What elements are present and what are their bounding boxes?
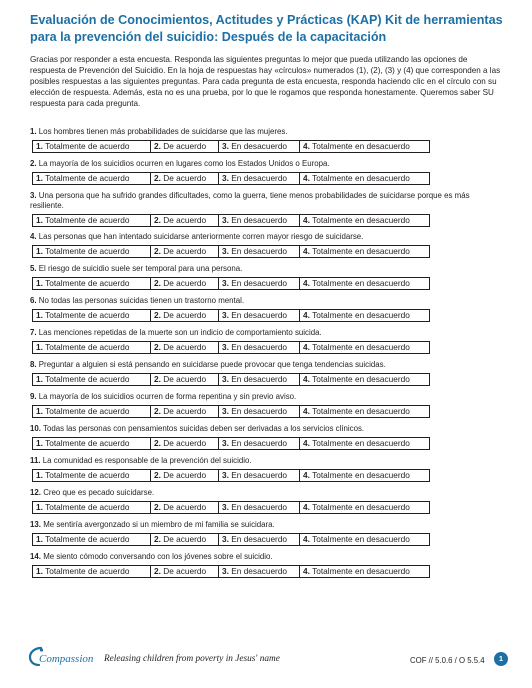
answer-options [32, 214, 504, 227]
question-number: 11. [30, 456, 41, 465]
question-statement: Los hombres tienen más probabilidades de suicidarse que las mujeres. [38, 127, 288, 136]
option-number: 4. [303, 502, 310, 512]
option-number: 3. [222, 246, 229, 256]
footer-tagline: Releasing children from poverty in Jesus' name [104, 654, 280, 664]
answer-options [32, 172, 504, 185]
question-statement: Me siento cómodo conversando con los jóvenes sobre el suicidio. [43, 552, 273, 561]
answer-option-2[interactable] [150, 277, 219, 290]
option-number: 4. [303, 215, 310, 225]
option-label: Totalmente en desacuerdo [312, 566, 410, 576]
question-item [30, 328, 504, 354]
option-label: Totalmente de acuerdo [45, 502, 130, 512]
option-number: 4. [303, 566, 310, 576]
option-number: 4. [303, 342, 310, 352]
option-label: De acuerdo [163, 502, 207, 512]
question-text [30, 191, 504, 211]
option-number: 4. [303, 374, 310, 384]
option-number: 1. [36, 310, 43, 320]
option-number: 2. [154, 278, 161, 288]
question-number: 10. [30, 424, 41, 433]
option-number: 1. [36, 342, 43, 352]
answer-options [32, 501, 504, 514]
answer-option-4[interactable] [299, 565, 430, 578]
option-label: Totalmente en desacuerdo [312, 406, 410, 416]
question-text [30, 159, 504, 169]
question-item [30, 191, 504, 227]
answer-option-2[interactable] [150, 405, 219, 418]
question-number: 9. [30, 392, 37, 401]
answer-option-3[interactable] [218, 437, 300, 450]
answer-option-2[interactable] [150, 140, 219, 153]
option-label: Totalmente de acuerdo [45, 534, 130, 544]
option-number: 1. [36, 534, 43, 544]
question-statement: Preguntar a alguien si está pensando en suicidarse puede provocar que tenga tendencias suicidas. [38, 360, 386, 369]
answer-option-2[interactable] [150, 309, 219, 322]
question-number: 13. [30, 520, 41, 529]
option-label: Totalmente de acuerdo [45, 438, 130, 448]
option-number: 2. [154, 215, 161, 225]
option-number: 3. [222, 141, 229, 151]
option-number: 2. [154, 374, 161, 384]
option-label: En desacuerdo [231, 534, 288, 544]
question-statement: Me sentiría avergonzado si un miembro de mi familia se suicidara. [43, 520, 275, 529]
option-number: 2. [154, 406, 161, 416]
option-number: 3. [222, 470, 229, 480]
answer-options [32, 245, 504, 258]
option-label: En desacuerdo [231, 278, 288, 288]
option-number: 4. [303, 310, 310, 320]
answer-option-2[interactable] [150, 245, 219, 258]
answer-option-1[interactable] [32, 469, 151, 482]
question-statement: La mayoría de los suicidios ocurren de forma repentina y sin previo aviso. [38, 392, 297, 401]
option-label: Totalmente en desacuerdo [312, 534, 410, 544]
option-number: 2. [154, 173, 161, 183]
answer-options [32, 533, 504, 546]
option-number: 4. [303, 438, 310, 448]
option-label: De acuerdo [163, 310, 207, 320]
option-number: 1. [36, 438, 43, 448]
option-label: Totalmente en desacuerdo [312, 438, 410, 448]
option-label: Totalmente en desacuerdo [312, 470, 410, 480]
option-label: Totalmente de acuerdo [45, 470, 130, 480]
option-label: De acuerdo [163, 215, 207, 225]
question-item [30, 424, 504, 450]
option-number: 3. [222, 502, 229, 512]
question-statement: Las menciones repetidas de la muerte son un indicio de comportamiento suicida. [38, 328, 322, 337]
option-number: 1. [36, 374, 43, 384]
question-number: 5. [30, 264, 37, 273]
option-label: De acuerdo [163, 246, 207, 256]
question-number: 7. [30, 328, 37, 337]
answer-option-3[interactable] [218, 501, 300, 514]
answer-option-3[interactable] [218, 277, 300, 290]
answer-option-3[interactable] [218, 341, 300, 354]
answer-option-4[interactable] [299, 277, 430, 290]
option-number: 2. [154, 502, 161, 512]
option-label: Totalmente en desacuerdo [312, 342, 410, 352]
answer-option-2[interactable] [150, 172, 219, 185]
option-number: 3. [222, 374, 229, 384]
answer-options [32, 373, 504, 386]
answer-options [32, 469, 504, 482]
answer-option-1[interactable] [32, 437, 151, 450]
option-number: 4. [303, 246, 310, 256]
option-label: Totalmente de acuerdo [45, 246, 130, 256]
option-label: Totalmente de acuerdo [45, 342, 130, 352]
answer-option-4[interactable] [299, 533, 430, 546]
answer-options [32, 309, 504, 322]
option-number: 3. [222, 278, 229, 288]
option-number: 3. [222, 310, 229, 320]
option-number: 4. [303, 278, 310, 288]
question-statement: Una persona que ha sufrido grandes dificultades, como la guerra, tiene menos probabilidades de suicidarse porque es más resiliente. [30, 191, 470, 210]
option-label: En desacuerdo [231, 566, 288, 576]
answer-option-4[interactable] [299, 309, 430, 322]
answer-option-1[interactable] [32, 341, 151, 354]
option-number: 2. [154, 310, 161, 320]
option-number: 3. [222, 534, 229, 544]
answer-option-2[interactable] [150, 469, 219, 482]
document-code: COF // 5.0.6 / O 5.5.4 [410, 656, 485, 665]
option-label: Totalmente en desacuerdo [312, 215, 410, 225]
question-number: 3. [30, 191, 37, 200]
option-number: 2. [154, 438, 161, 448]
option-number: 4. [303, 534, 310, 544]
question-text [30, 552, 504, 562]
option-label: De acuerdo [163, 374, 207, 384]
question-item [30, 232, 504, 258]
page-number: 1 [494, 652, 508, 666]
question-statement: La mayoría de los suicidios ocurren en lugares como los Estados Unidos o Europa. [38, 159, 330, 168]
answer-options [32, 341, 504, 354]
question-number: 4. [30, 232, 37, 241]
option-number: 2. [154, 342, 161, 352]
answer-option-1[interactable] [32, 405, 151, 418]
option-label: En desacuerdo [231, 342, 288, 352]
option-label: De acuerdo [163, 438, 207, 448]
question-text [30, 127, 504, 137]
question-item [30, 488, 504, 514]
option-number: 4. [303, 173, 310, 183]
option-label: En desacuerdo [231, 502, 288, 512]
answer-option-3[interactable] [218, 565, 300, 578]
answer-options [32, 565, 504, 578]
question-text [30, 392, 504, 402]
question-statement: No todas las personas suicidas tienen un trastorno mental. [38, 296, 245, 305]
question-text [30, 360, 504, 370]
option-number: 1. [36, 470, 43, 480]
answer-option-4[interactable] [299, 437, 430, 450]
answer-option-4[interactable] [299, 405, 430, 418]
question-statement: El riesgo de suicidio suele ser temporal para una persona. [38, 264, 243, 273]
answer-option-2[interactable] [150, 437, 219, 450]
question-number: 6. [30, 296, 37, 305]
option-number: 1. [36, 502, 43, 512]
question-statement: Creo que es pecado suicidarse. [43, 488, 155, 497]
answer-option-1[interactable] [32, 172, 151, 185]
option-label: Totalmente en desacuerdo [312, 278, 410, 288]
answer-option-2[interactable] [150, 373, 219, 386]
answer-option-1[interactable] [32, 214, 151, 227]
answer-option-2[interactable] [150, 501, 219, 514]
option-label: Totalmente de acuerdo [45, 173, 130, 183]
answer-option-3[interactable] [218, 172, 300, 185]
option-label: De acuerdo [163, 173, 207, 183]
option-number: 2. [154, 470, 161, 480]
footer-logo [27, 644, 347, 670]
answer-option-1[interactable] [32, 245, 151, 258]
answer-option-4[interactable] [299, 214, 430, 227]
question-item [30, 159, 504, 185]
answer-option-4[interactable] [299, 373, 430, 386]
question-item [30, 264, 504, 290]
option-number: 3. [222, 215, 229, 225]
option-label: Totalmente en desacuerdo [312, 374, 410, 384]
answer-option-1[interactable] [32, 373, 151, 386]
option-number: 2. [154, 246, 161, 256]
answer-option-2[interactable] [150, 565, 219, 578]
option-label: Totalmente en desacuerdo [312, 246, 410, 256]
option-label: Totalmente en desacuerdo [312, 502, 410, 512]
answer-option-3[interactable] [218, 469, 300, 482]
question-item [30, 392, 504, 418]
option-label: En desacuerdo [231, 141, 288, 151]
answer-options [32, 140, 504, 153]
option-label: Totalmente de acuerdo [45, 141, 130, 151]
option-label: De acuerdo [163, 534, 207, 544]
question-item [30, 360, 504, 386]
question-text [30, 296, 504, 306]
question-text [30, 520, 504, 530]
question-statement: Todas las personas con pensamientos suicidas deben ser derivadas a los servicios clínicos. [43, 424, 365, 433]
option-number: 3. [222, 438, 229, 448]
option-label: Totalmente de acuerdo [45, 310, 130, 320]
answer-option-2[interactable] [150, 214, 219, 227]
option-number: 1. [36, 215, 43, 225]
question-text [30, 424, 504, 434]
question-item [30, 456, 504, 482]
answer-option-1[interactable] [32, 309, 151, 322]
answer-option-4[interactable] [299, 245, 430, 258]
option-number: 2. [154, 534, 161, 544]
question-number: 14. [30, 552, 41, 561]
option-label: Totalmente en desacuerdo [312, 141, 410, 151]
option-label: Totalmente en desacuerdo [312, 310, 410, 320]
option-label: De acuerdo [163, 141, 207, 151]
option-number: 4. [303, 141, 310, 151]
answer-option-2[interactable] [150, 341, 219, 354]
option-number: 2. [154, 141, 161, 151]
option-number: 3. [222, 342, 229, 352]
logo-wordmark: Compassion [39, 653, 94, 665]
option-label: En desacuerdo [231, 374, 288, 384]
option-label: De acuerdo [163, 406, 207, 416]
option-number: 1. [36, 246, 43, 256]
answer-option-4[interactable] [299, 341, 430, 354]
option-number: 3. [222, 173, 229, 183]
intro-paragraph: Gracias por responder a esta encuesta. Responda las siguientes preguntas lo mejor que pueda utilizando las opciones de respuesta de Prevención del Suicidio. En la hoja de respuestas hay «círculos» numerados (1), (2), (3) y (4) que corresponden a las posibles respuestas a las siguientes preguntas. Para cada pregunta de esta encuesta, responda haciendo clic en el círculo con su elección de respuesta. Además, esta no es una prueba, por lo que le rogamos que responda honestamente. Queremos saber SU respuesta para cada pregunta. [30, 55, 501, 108]
page-title: Evaluación de Conocimientos, Actitudes y Prácticas (KAP) Kit de herramientas para la prevención del suicidio: Después de la capacitación [30, 13, 503, 44]
option-label: De acuerdo [163, 470, 207, 480]
option-number: 3. [222, 406, 229, 416]
option-number: 4. [303, 470, 310, 480]
option-label: En desacuerdo [231, 438, 288, 448]
answer-option-3[interactable] [218, 214, 300, 227]
question-statement: Las personas que han intentado suicidarse anteriormente corren mayor riesgo de suicidarse. [38, 232, 364, 241]
option-label: En desacuerdo [231, 406, 288, 416]
option-number: 1. [36, 406, 43, 416]
answer-option-4[interactable] [299, 501, 430, 514]
option-label: Totalmente de acuerdo [45, 374, 130, 384]
option-label: Totalmente de acuerdo [45, 566, 130, 576]
question-number: 2. [30, 159, 37, 168]
option-label: En desacuerdo [231, 246, 288, 256]
option-label: En desacuerdo [231, 470, 288, 480]
answer-options [32, 437, 504, 450]
question-number: 1. [30, 127, 37, 136]
option-label: Totalmente de acuerdo [45, 215, 130, 225]
answer-option-3[interactable] [218, 245, 300, 258]
question-text [30, 328, 504, 338]
answer-option-4[interactable] [299, 172, 430, 185]
option-label: En desacuerdo [231, 173, 288, 183]
question-text [30, 488, 504, 498]
answer-option-1[interactable] [32, 277, 151, 290]
option-number: 3. [222, 566, 229, 576]
option-label: Totalmente de acuerdo [45, 406, 130, 416]
answer-options [32, 277, 504, 290]
answer-options [32, 405, 504, 418]
answer-option-4[interactable] [299, 140, 430, 153]
option-label: De acuerdo [163, 278, 207, 288]
question-item [30, 520, 504, 546]
question-list [30, 127, 504, 578]
option-number: 1. [36, 141, 43, 151]
answer-option-2[interactable] [150, 533, 219, 546]
answer-option-1[interactable] [32, 533, 151, 546]
option-label: Totalmente en desacuerdo [312, 173, 410, 183]
question-item [30, 296, 504, 322]
answer-option-3[interactable] [218, 405, 300, 418]
answer-option-3[interactable] [218, 140, 300, 153]
option-number: 2. [154, 566, 161, 576]
option-label: Totalmente de acuerdo [45, 278, 130, 288]
question-text [30, 264, 504, 274]
option-label: En desacuerdo [231, 310, 288, 320]
answer-option-1[interactable] [32, 140, 151, 153]
option-number: 4. [303, 406, 310, 416]
option-label: De acuerdo [163, 566, 207, 576]
question-number: 12. [30, 488, 41, 497]
question-item [30, 127, 504, 153]
question-number: 8. [30, 360, 37, 369]
option-number: 1. [36, 173, 43, 183]
answer-option-3[interactable] [218, 309, 300, 322]
answer-option-3[interactable] [218, 373, 300, 386]
option-number: 1. [36, 566, 43, 576]
question-statement: La comunidad es responsable de la prevención del suicidio. [42, 456, 252, 465]
answer-option-1[interactable] [32, 501, 151, 514]
answer-option-1[interactable] [32, 565, 151, 578]
question-text [30, 456, 504, 466]
question-text [30, 232, 504, 242]
option-number: 1. [36, 278, 43, 288]
question-item [30, 552, 504, 578]
answer-option-4[interactable] [299, 469, 430, 482]
option-label: En desacuerdo [231, 215, 288, 225]
option-label: De acuerdo [163, 342, 207, 352]
answer-option-3[interactable] [218, 533, 300, 546]
